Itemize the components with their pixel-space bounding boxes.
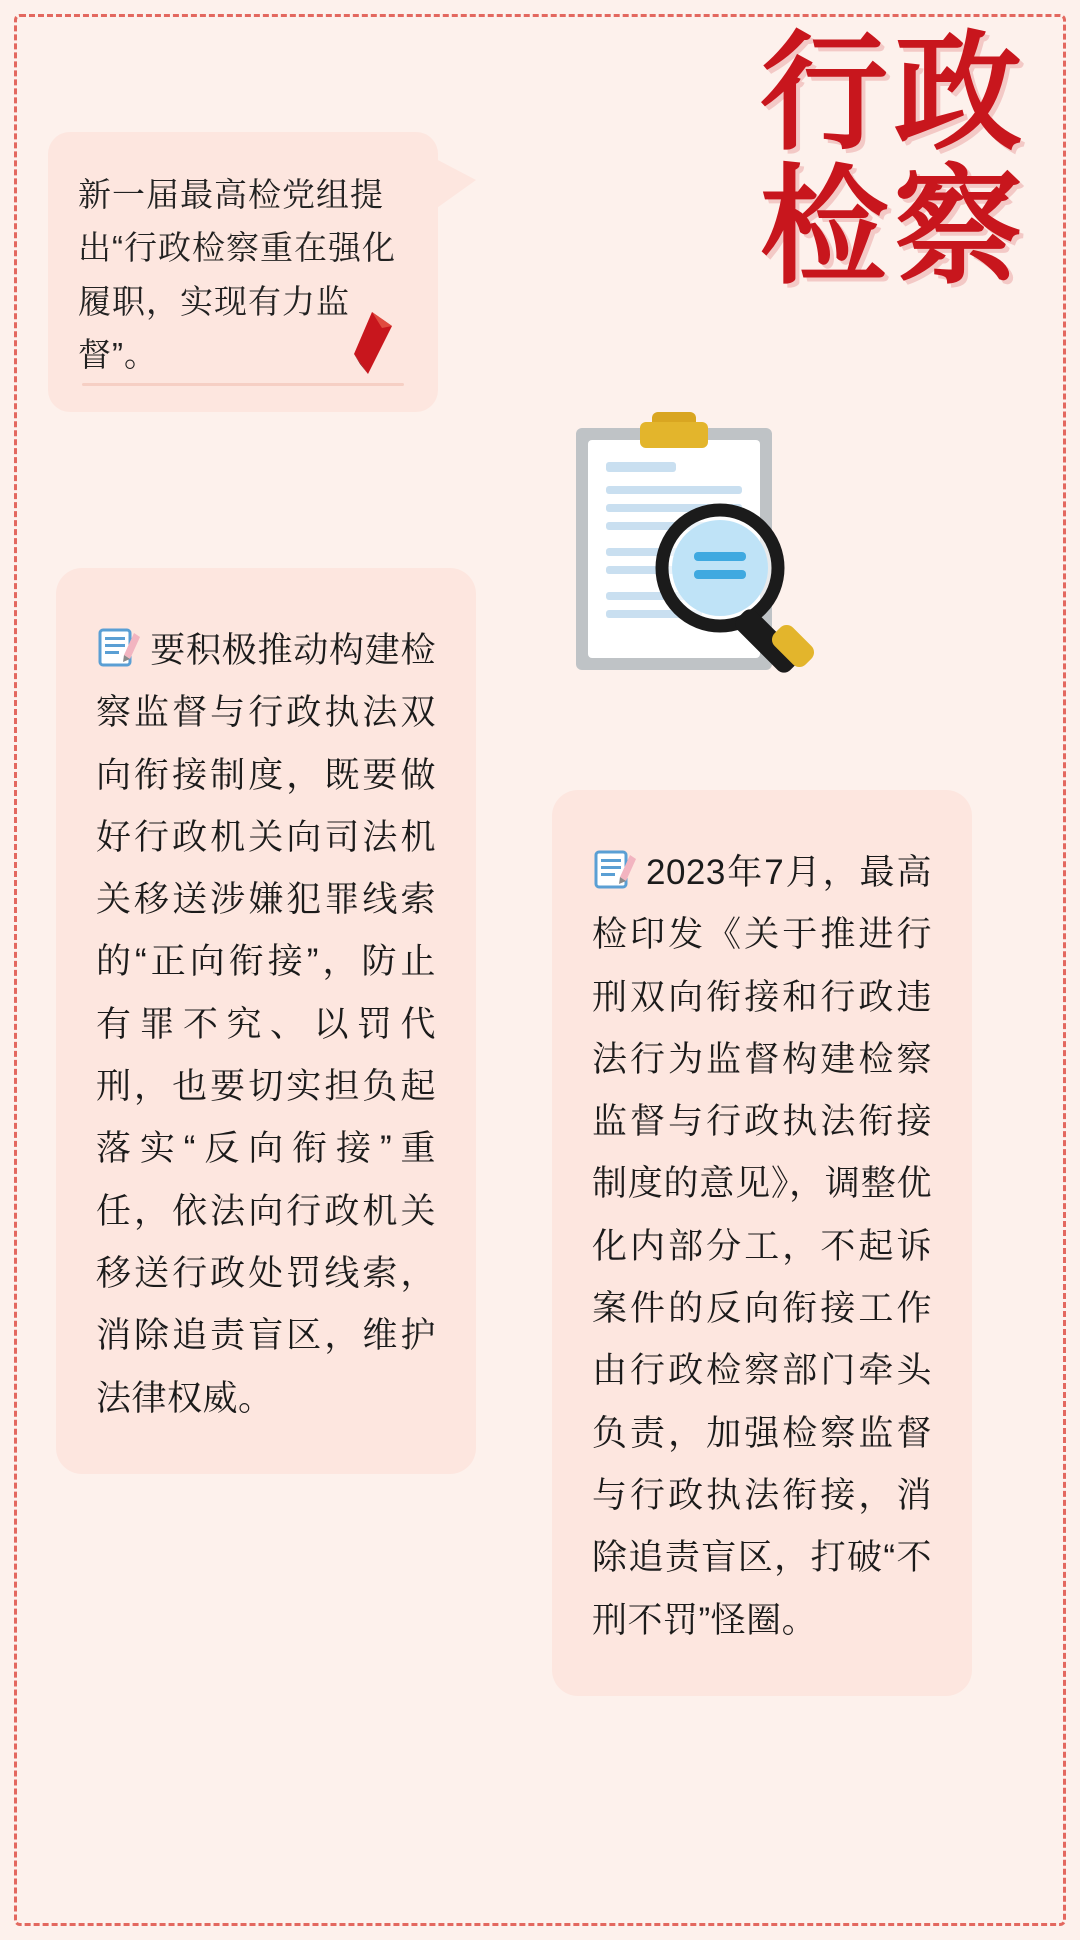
page-title-line-1: 行政	[759, 19, 1028, 168]
quote-bubble-text: 新一届最高检党组提出“行政检察重在强化履职，实现有力监督”。	[78, 176, 396, 374]
content-card-left-body	[96, 620, 436, 1430]
pen-nib-icon	[342, 308, 396, 378]
page-title-line-2: 检察	[759, 153, 1028, 302]
page-title	[568, 19, 1028, 302]
bubble-divider	[82, 383, 404, 386]
content-card-right	[552, 790, 972, 1696]
content-card-left	[56, 568, 476, 1474]
quote-bubble	[48, 132, 438, 412]
memo-pencil-icon	[592, 847, 636, 891]
memo-pencil-icon	[96, 625, 140, 669]
content-card-right-body	[592, 842, 932, 1652]
content-card-right-text: 2023年7月，最高检印发《关于推进行刑双向衔接和行政违法行为监督构建检察监督与行政执法衔接制度的意见》，调整优化内部分工，不起诉案件的反向衔接工作由行政检察部门牵头负责，加强检察监督与行政执法衔接，消除追责盲区，打破“不刑不罚”怪圈。	[592, 853, 932, 1640]
content-card-left-text: 要积极推动构建检察监督与行政执法双向衔接制度，既要做好行政机关向司法机关移送涉嫌犯罪线索的“正向衔接”，防止有罪不究、以罚代刑，也要切实担负起落实“反向衔接”重任，依法向行政机关移送行政处罚线索，消除追责盲区，维护法律权威。	[96, 631, 436, 1418]
clipboard-magnifier-illustration	[548, 400, 878, 690]
bubble-tail	[434, 158, 476, 210]
